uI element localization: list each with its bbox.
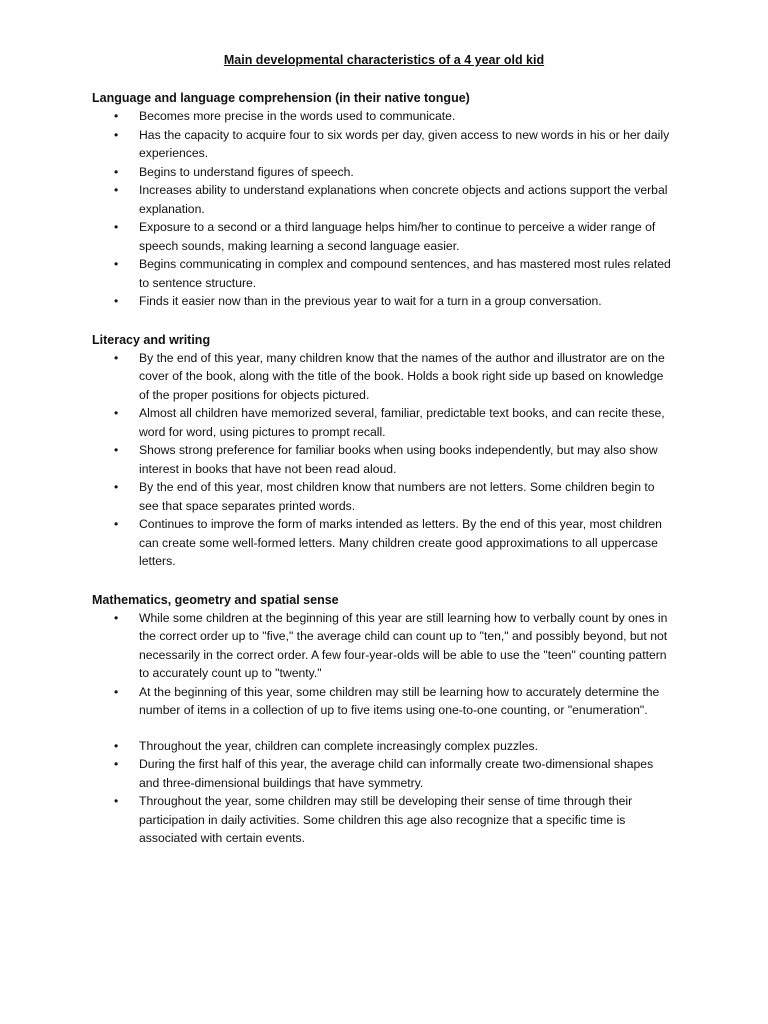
bullet-icon: • xyxy=(114,220,119,234)
bullet-icon: • xyxy=(114,127,119,142)
list-item xyxy=(92,107,676,126)
list-item xyxy=(92,292,676,311)
bullet-icon: • xyxy=(114,183,119,197)
list-item xyxy=(92,163,676,182)
bullet-icon: • xyxy=(114,164,119,179)
bullet-icon: • xyxy=(114,517,119,531)
list-item-text: Increases ability to understand explanations when concrete objects and actions support the verbal explanation. xyxy=(139,183,668,216)
list-item-text: Almost all children have memorized several, familiar, predictable text books, and can recite these, word for word, using pictures to prompt recall. xyxy=(139,406,665,439)
list-item-text: Continues to improve the form of marks intended as letters. By the end of this year, most children can create some well-formed letters. Many children create good approximations to all uppercase letters. xyxy=(139,517,662,568)
bullet-icon: • xyxy=(114,406,119,420)
list-item xyxy=(92,515,676,571)
bullet-icon: • xyxy=(114,610,119,625)
section-heading: Literacy and writing xyxy=(92,332,211,347)
list-item xyxy=(92,755,676,792)
list-item xyxy=(92,683,676,720)
bullet-icon: • xyxy=(114,109,119,123)
section-mathematics xyxy=(92,591,676,848)
list-item xyxy=(92,404,676,441)
list-item xyxy=(92,181,676,218)
list-item xyxy=(92,441,676,478)
bullet-icon: • xyxy=(114,443,119,457)
list-item xyxy=(92,349,676,405)
list-item xyxy=(92,218,676,255)
list-item xyxy=(92,255,676,292)
bullet-icon: • xyxy=(114,350,119,365)
list-item-text: Begins communicating in complex and compound sentences, and has mastered most rules related to sentence structure. xyxy=(139,257,671,290)
list-item-text: During the first half of this year, the average child can informally create two-dimensional shapes and three-dimensional buildings that have symmetry. xyxy=(139,757,654,790)
bullet-icon: • xyxy=(114,480,119,494)
list-item xyxy=(92,126,676,163)
list-item-text: Has the capacity to acquire four to six words per day, given access to new words in his or her daily experiences. xyxy=(139,127,670,160)
section-heading: Mathematics, geometry and spatial sense xyxy=(92,592,339,607)
list-item-text: By the end of this year, many children know that the names of the author and illustrator are on the cover of the book, along with the title of the book. Holds a book right side up based on knowledge of the proper positions for objects pictured. xyxy=(139,350,665,402)
list-item-text: Begins to understand figures of speech. xyxy=(139,164,354,179)
list-item-text: Throughout the year, children can complete increasingly complex puzzles. xyxy=(139,738,539,753)
section-language xyxy=(92,89,676,311)
list-item-text: While some children at the beginning of this year are still learning how to verbally count by ones in the correct order up to "five," the average child can count up to "ten," and possibly beyond, but not necessarily in the correct order. A few four-year-olds will be able to use the "teen" counting pattern to accurately count up to "twenty." xyxy=(139,610,668,680)
list-item-text: At the beginning of this year, some children may still be learning how to accurately determine the number of items in a collection of up to five items using one-to-one counting, or "enumeration". xyxy=(139,684,660,717)
bullet-icon: • xyxy=(114,794,119,808)
list-item-text: Becomes more precise in the words used to communicate. xyxy=(139,109,456,123)
bullet-icon: • xyxy=(114,684,119,699)
list-item xyxy=(92,737,676,756)
list-item-text: Throughout the year, some children may still be developing their sense of time through their participation in daily activities. Some children this age also recognize that a specific time is associated with certain events. xyxy=(139,794,633,845)
list-item-text: Exposure to a second or a third language helps him/her to continue to perceive a wider range of speech sounds, making learning a second language easier. xyxy=(139,220,656,253)
document-title: Main developmental characteristics of a 4 year old kid xyxy=(223,53,545,67)
bullet-list xyxy=(92,349,676,571)
bullet-icon: • xyxy=(114,757,119,771)
bullet-icon: • xyxy=(114,738,119,753)
bullet-list xyxy=(92,609,676,848)
list-item-text: Finds it easier now than in the previous year to wait for a turn in a group conversation. xyxy=(139,294,602,308)
bullet-icon: • xyxy=(114,294,119,308)
list-item xyxy=(92,609,676,683)
list-item-text: Shows strong preference for familiar books when using books independently, but may also show interest in books that have not been read aloud. xyxy=(139,443,658,476)
bullet-icon: • xyxy=(114,257,119,271)
section-literacy xyxy=(92,331,676,571)
list-item xyxy=(92,792,676,848)
section-heading: Language and language comprehension (in their native tongue) xyxy=(92,91,470,105)
bullet-list xyxy=(92,107,676,311)
list-item xyxy=(92,478,676,515)
list-item-text: By the end of this year, most children know that numbers are not letters. Some children begin to see that space separates printed words. xyxy=(139,480,655,513)
